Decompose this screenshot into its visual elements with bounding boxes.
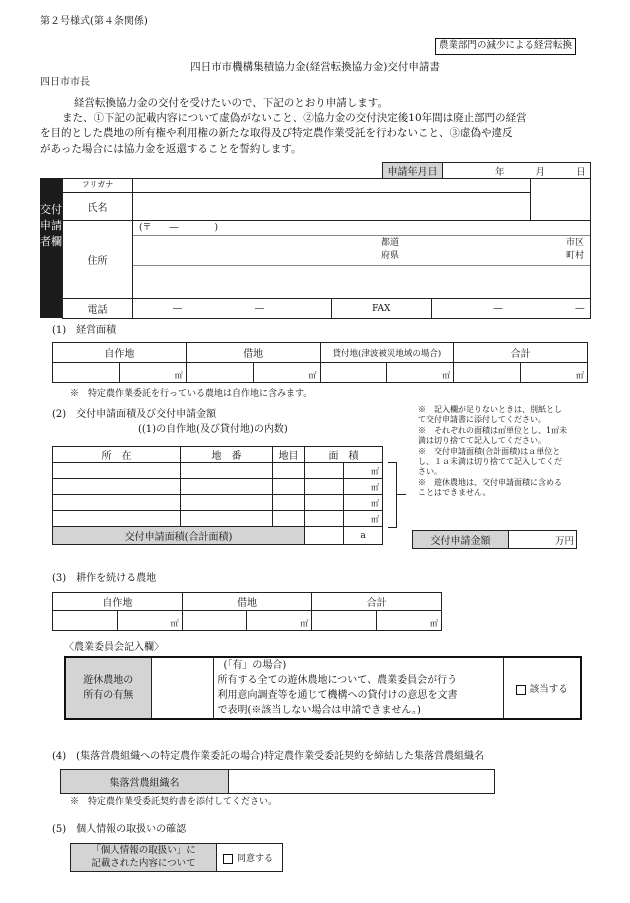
- section5-heading: (5) 個人情報の取扱いの確認: [52, 824, 187, 835]
- year-label: 年: [495, 166, 505, 178]
- section3-borrowed-value[interactable]: [182, 611, 247, 631]
- form-number: 第２号様式(第４条関係): [40, 16, 148, 27]
- section2-note-3: ※ 交付申請面積(合計面積)はａ単位とし、１ａ未満は切り捨てて記入してください。: [418, 447, 562, 476]
- lot-cell[interactable]: [181, 463, 273, 479]
- furigana-field[interactable]: [133, 179, 531, 193]
- phone-field[interactable]: [133, 299, 332, 319]
- category-cell[interactable]: [273, 511, 305, 527]
- category-cell[interactable]: [273, 463, 305, 479]
- section2-heading: (2) 交付申請面積及び交付申請金額: [52, 409, 217, 420]
- category-cell[interactable]: [273, 495, 305, 511]
- section3-own-value[interactable]: [53, 611, 118, 631]
- section2-notes: [418, 405, 568, 498]
- section1-total-unit: ㎡: [521, 363, 588, 383]
- section1-note: ※ 特定農作業委託を行っている農地は自作地に含みます。: [70, 389, 313, 399]
- section2-table: [52, 446, 383, 545]
- phone-dash-1: ―: [173, 303, 182, 314]
- section2-subheading: ((1)の自作地(及び貸付地)の内数): [138, 424, 288, 435]
- area-cell[interactable]: [305, 463, 344, 479]
- fax-field[interactable]: [431, 299, 591, 319]
- section2-col-lot: 地 番: [181, 447, 273, 463]
- section1-col-borrowed: 借地: [186, 343, 320, 363]
- seal-box: [531, 179, 591, 221]
- name-field[interactable]: [133, 193, 531, 221]
- section2-col-category: 地目: [273, 447, 305, 463]
- committee-label-line-2: 所有の有無: [83, 690, 134, 701]
- committee-text-line-1: (「有」の場合): [223, 660, 287, 671]
- committee-check-label: 該当する: [529, 684, 568, 695]
- phone-label: 電話: [63, 299, 133, 319]
- area-unit: ㎡: [344, 511, 383, 527]
- section3-total-unit: ㎡: [377, 611, 442, 631]
- address-field[interactable]: [133, 221, 591, 299]
- table-row: [53, 479, 383, 495]
- intro-text: [40, 96, 600, 157]
- committee-table: [64, 656, 582, 720]
- section1-col-own: 自作地: [53, 343, 187, 363]
- section1-own-value[interactable]: [53, 363, 120, 383]
- table-row: [53, 495, 383, 511]
- section1-heading: (1) 経営面積: [52, 325, 117, 336]
- amount-field[interactable]: [509, 531, 577, 549]
- prefecture-fuken: 府県: [381, 251, 400, 261]
- page-title: 四日市市機構集積協力金(経営転換協力金)交付申請書: [190, 61, 440, 73]
- day-label: 日: [576, 166, 586, 178]
- fax-dash-2: ―: [575, 303, 585, 314]
- section1-total-value[interactable]: [454, 363, 521, 383]
- fax-label: FAX: [332, 299, 432, 319]
- committee-label: [65, 657, 151, 719]
- applicant-side-label: 交付申請者欄: [40, 178, 62, 318]
- section1-col-tsunami: 貸付地(津波被災地域の場合): [320, 343, 454, 363]
- section2-total-unit: a: [344, 527, 383, 545]
- section1-table: [52, 342, 588, 383]
- section3-col-borrowed: 借地: [182, 593, 312, 611]
- prefecture-todo: 都道: [381, 238, 400, 248]
- section2-total-label: 交付申請面積(合計面積): [53, 527, 305, 545]
- section5-table: [70, 843, 283, 872]
- committee-check[interactable]: [503, 657, 581, 719]
- section4-table: [60, 769, 495, 794]
- bracket-arrow: [396, 494, 406, 495]
- lot-cell[interactable]: [181, 495, 273, 511]
- location-cell[interactable]: [53, 463, 181, 479]
- lot-cell[interactable]: [181, 479, 273, 495]
- section3-table: [52, 592, 442, 631]
- section2-note-1: ※ 記入欄が足りないときは、別紙として交付申請書に添付してください。: [418, 405, 562, 424]
- name-label: 氏名: [63, 193, 133, 221]
- postal-code: (〒 ― ): [139, 223, 219, 233]
- committee-text: [213, 657, 503, 719]
- consent-label-line-1: 「個人情報の取扱い」に: [91, 845, 196, 857]
- applicant-table: [62, 178, 591, 319]
- furigana-label: フリガナ: [63, 179, 133, 193]
- committee-text-line-4: で表明(※該当しない場合は申請できません。): [217, 705, 421, 716]
- date-field[interactable]: [443, 163, 591, 179]
- section3-heading: (3) 耕作を続ける農地: [52, 573, 157, 584]
- intro-line-3: を目的とした農地の所有権や利用権の新たな取得及び特定農作業受託を行わないこと、③虚偽や違反: [40, 127, 513, 140]
- section3-borrowed-unit: ㎡: [247, 611, 312, 631]
- section3-col-own: 自作地: [53, 593, 183, 611]
- section2-total-value[interactable]: [305, 527, 344, 545]
- fax-dash-1: ―: [493, 303, 503, 314]
- section1-own-unit: ㎡: [119, 363, 186, 383]
- addressee: 四日市市長: [40, 77, 90, 88]
- area-cell[interactable]: [305, 511, 344, 527]
- intro-line-1: 経営転換協力金の交付を受けたいので、下記のとおり申請します。: [74, 97, 388, 109]
- consent-check[interactable]: [217, 844, 283, 872]
- section1-tsunami-unit: ㎡: [387, 363, 454, 383]
- checkbox-icon[interactable]: [223, 854, 233, 864]
- consent-label-line-2: 記載された内容について: [91, 857, 196, 869]
- intro-line-2: また、①下記の記載内容について虚偽がないこと、②協力金の交付決定後10年間は廃止部門の経営: [62, 112, 527, 125]
- section3-total-value[interactable]: [312, 611, 377, 631]
- location-cell[interactable]: [53, 511, 181, 527]
- category-label: 農業部門の減少による経営転換: [435, 38, 576, 55]
- address-label: 住所: [63, 221, 133, 299]
- checkbox-icon[interactable]: [516, 685, 526, 695]
- org-name-label: 集落営農組織名: [61, 770, 229, 794]
- consent-label: [71, 844, 217, 872]
- date-label: 申請年月日: [383, 163, 443, 179]
- city-shiku: 市区: [565, 238, 584, 248]
- section4-heading: (4) (集落営農組織への特定農作業委託の場合)特定農作業受委託契約を締結した集落営農組織名: [52, 751, 484, 762]
- table-row: [53, 463, 383, 479]
- location-cell[interactable]: [53, 495, 181, 511]
- committee-label-line-1: 遊休農地の: [83, 675, 134, 686]
- area-cell[interactable]: [305, 479, 344, 495]
- amount-label: 交付申請金額: [413, 531, 509, 549]
- section3-own-unit: ㎡: [117, 611, 182, 631]
- lot-cell[interactable]: [181, 511, 273, 527]
- table-row: [53, 511, 383, 527]
- section1-col-total: 合計: [454, 343, 588, 363]
- town-chouson: 町村: [565, 251, 584, 261]
- date-table: [382, 162, 591, 179]
- location-cell[interactable]: [53, 479, 181, 495]
- org-name-field[interactable]: [229, 770, 495, 794]
- phone-dash-2: ―: [254, 303, 264, 314]
- consent-check-label: 同意する: [237, 854, 274, 864]
- section3-col-total: 合計: [312, 593, 442, 611]
- month-label: 月: [535, 166, 546, 178]
- section2-col-area: 面 積: [305, 447, 383, 463]
- area-unit: ㎡: [344, 479, 383, 495]
- committee-text-line-3: 利用意向調査等を通じて機構への貸付けの意思を文書: [217, 690, 458, 701]
- amount-unit: 万円: [554, 535, 574, 547]
- intro-line-4: があった場合には協力金を返還することを誓約します。: [40, 142, 302, 155]
- committee-text-line-2: 所有する全ての遊休農地について、農業委員会が行う: [217, 675, 458, 686]
- section2-note-4: ※ 遊休農地は、交付申請面積に含めることはできません。: [418, 478, 562, 497]
- area-unit: ㎡: [344, 495, 383, 511]
- amount-table: [412, 530, 577, 549]
- committee-heading: 〈農業委員会記入欄〉: [64, 642, 164, 653]
- section2-col-location: 所 在: [53, 447, 181, 463]
- section1-borrowed-value[interactable]: [186, 363, 253, 383]
- category-cell[interactable]: [273, 479, 305, 495]
- section1-tsunami-value[interactable]: [320, 363, 387, 383]
- section4-note: ※ 特定農作業受委託契約書を添付してください。: [70, 797, 278, 807]
- section1-borrowed-unit: ㎡: [253, 363, 320, 383]
- bracket: [388, 462, 397, 528]
- area-cell[interactable]: [305, 495, 344, 511]
- committee-value[interactable]: [151, 657, 213, 719]
- area-unit: ㎡: [344, 463, 383, 479]
- section2-note-2: ※ それぞれの面積は㎡単位とし、1㎡未満は切り捨てて記入してください。: [418, 426, 568, 445]
